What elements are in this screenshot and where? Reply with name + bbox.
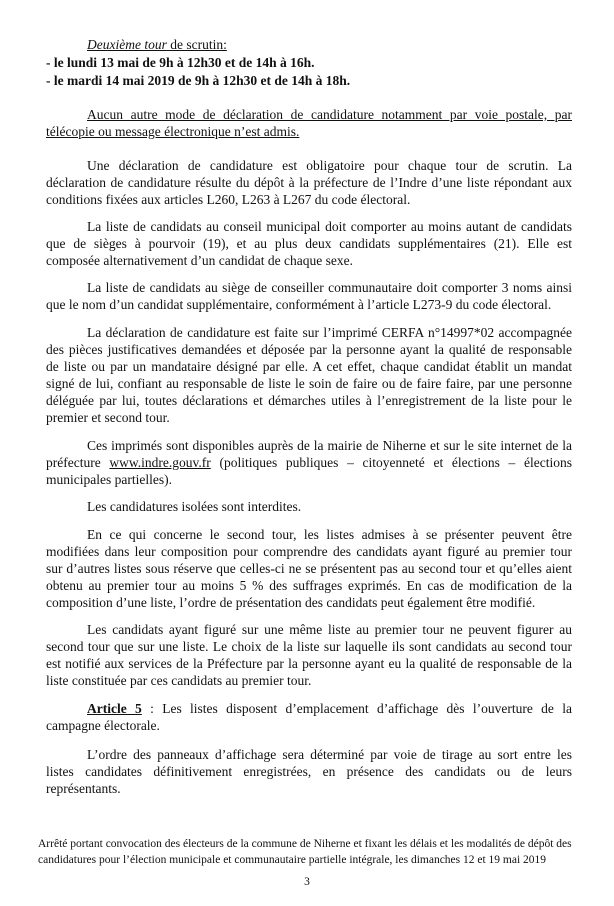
p8-line-2: modifiées dans leur composition pour comprendre des candidats ayant figuré au premier tour [46, 544, 572, 559]
p4-line-2: que le nom d’un candidat supplémentaire, conformément à l’article L273-9 du code électoral. [46, 297, 552, 312]
p10-line-3: représentants. [46, 781, 121, 796]
p5-line-4: signé de lui, confiant au responsable de liste le soin de faire ou de faire faire, par une personne [46, 376, 572, 391]
p9-line-3: est notifié aux services de la Préfecture par la personne ayant eu la qualité de responsable de la [46, 656, 572, 671]
prefecture-website-link[interactable]: www.indre.gouv.fr [109, 455, 211, 470]
page-number: 3 [304, 876, 310, 888]
p3-line-2: que de sièges à pourvoir (19), et au plus deux candidats supplémentaires (21). Elle est [46, 236, 572, 251]
p9-line-2: second tour que sur une liste. Le choix de la liste sur laquelle ils sont candidats au second tour [46, 639, 572, 654]
p5-line-1: La déclaration de candidature est faite sur l’imprimé CERFA n°14997*02 accompagnée [87, 325, 572, 340]
p8-line-1: En ce qui concerne le second tour, les listes admises à se présenter peuvent être [87, 527, 572, 542]
p1-line-2: télécopie ou message électronique n’est admis. [46, 124, 300, 139]
p8-line-3: sur d’autres listes sous réserve que celles-ci ne se présentent pas au second tour et qu’elles aient [46, 561, 572, 576]
footer-line-2: candidatures pour l’élection municipale et communautaire partielle intégrale, les dimanches 12 et 19 mai 2019 [38, 854, 547, 866]
p2-line-3: conditions fixées aux articles L260, L263 à L267 du code électoral. [46, 192, 411, 207]
article5-sep: : [141, 701, 163, 716]
p10-line-1: L’ordre des panneaux d’affichage sera déterminé par voie de tirage au sort entre les [87, 747, 572, 762]
p5-line-6: premier et second tour. [46, 410, 170, 425]
second-round-heading [87, 36, 387, 53]
p4-line-1: La liste de candidats au siège de conseiller communautaire doit comporter 3 noms ainsi [87, 280, 572, 295]
p2-line-1: Une déclaration de candidature est obligatoire pour chaque tour de scrutin. La [87, 158, 572, 173]
p7-line-1: Les candidatures isolées sont interdites. [87, 499, 302, 514]
p9-line-1: Les candidats ayant figuré sur une même liste au premier tour ne peuvent figurer au [87, 622, 572, 637]
article5-line-2: campagne électorale. [46, 718, 160, 733]
article5-line-1 [87, 700, 572, 717]
p1-line-1: Aucun autre mode de déclaration de candidature notamment par voie postale, par [87, 107, 572, 122]
p5-line-2: des pièces justificatives demandées et déposée par la personne ayant la qualité de responsable [46, 342, 572, 357]
p6-line-3: municipales partielles). [46, 472, 172, 487]
p5-line-3: de liste ou par un mandataire désigné par elle. A cet effet, chaque candidat établit un mandat [46, 359, 572, 374]
second-round-label: Deuxième tour [87, 37, 167, 52]
footer-line-1: Arrêté portant convocation des électeurs de la commune de Niherne et fixant les délais et les modalités de dépôt des [38, 838, 572, 850]
p5-line-5: déléguée par lui, toutes déclarations et démarches utiles à l’enregistrement de la liste pour le [46, 393, 572, 408]
p10-line-2: listes candidates définitivement enregistrées, en présence des candidats ou de leurs [46, 764, 572, 779]
article5-label: Article 5 [87, 701, 142, 716]
p6-line-1: Ces imprimés sont disponibles auprès de la mairie de Niherne et sur le site internet de la [87, 438, 572, 453]
p6-line-2-rest: (politiques publiques – citoyenneté et élections – élections [210, 455, 572, 470]
article5-text: Les listes disposent d’emplacement d’affichage dès l’ouverture de la [162, 701, 572, 716]
p3-line-3: composée alternativement d’un candidat de chaque sexe. [46, 253, 353, 268]
p8-line-4: obtenu au premier tour au moins 5 % des suffrages exprimés. En cas de modification de la [46, 578, 572, 593]
second-round-label-rest: de scrutin: [166, 37, 227, 52]
p8-line-5: composition d’une liste, l’ordre de présentation des candidats peut également être modifié. [46, 595, 536, 610]
p2-line-2: déclaration de candidature résulte du dépôt à la préfecture de l’Indre d’une liste répondant aux [46, 175, 572, 190]
p6-prefecture-text: préfecture [46, 455, 110, 470]
date-line-2: - le mardi 14 mai 2019 de 9h à 12h30 et de 14h à 18h. [46, 73, 351, 88]
p3-line-1: La liste de candidats au conseil municipal doit comporter au moins autant de candidats [87, 219, 572, 234]
p9-line-4: liste constituée par ces candidats au premier tour. [46, 673, 312, 688]
date-line-1: - le lundi 13 mai de 9h à 12h30 et de 14h à 16h. [46, 55, 315, 70]
p6-line-2 [46, 454, 572, 471]
